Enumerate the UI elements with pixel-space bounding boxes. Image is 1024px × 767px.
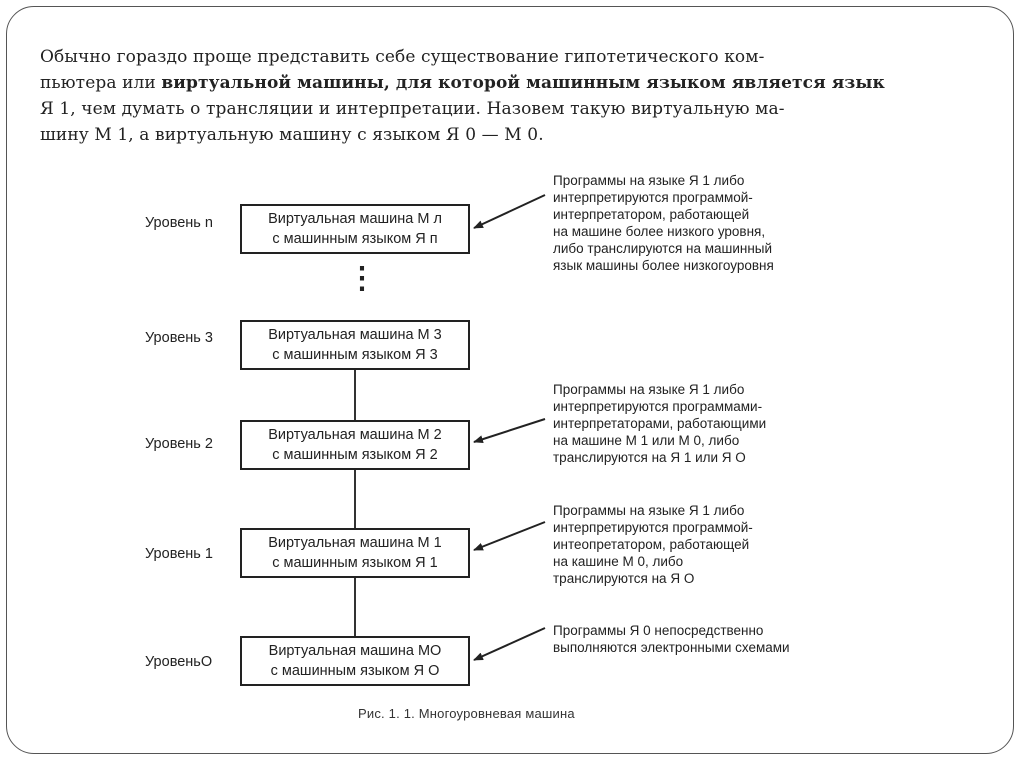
- note-level-0-line: Программы Я 0 непосредственно: [553, 623, 764, 638]
- vm-box-level-3-line1: Виртуальная машина М 3: [268, 327, 442, 343]
- paragraph-line-2-bold: виртуальной машины, для которой машинным языком является язык: [161, 73, 885, 93]
- note-level-1-line: интерпретируются программой-: [553, 520, 753, 535]
- level-label-3: Уровень 3: [145, 330, 213, 346]
- note-level-n-line: на машине более низкого уровня,: [553, 224, 766, 239]
- note-level-2: [553, 381, 853, 466]
- note-level-0-line: выполняются электронными схемами: [553, 640, 790, 655]
- note-level-2-line: на машине М 1 или М 0, либо: [553, 433, 740, 448]
- note-level-1-line: интеопретатором, работающей: [553, 537, 750, 552]
- figure-caption: Рис. 1. 1. Многоуровневая машина: [358, 706, 575, 721]
- note-level-1-line: на кашине М 0, либо: [553, 554, 684, 569]
- paragraph-line-2-start: пьютера или: [40, 73, 162, 93]
- vm-box-level-2: [240, 420, 470, 470]
- paragraph-line-4: шину М 1, а виртуальную машину с языком Я 0 — М 0.: [40, 125, 544, 145]
- note-level-n-line: интерпретируются программой-: [553, 190, 753, 205]
- vm-box-level-2-line1: Виртуальная машина М 2: [268, 427, 442, 443]
- vm-box-level-2-line2: с машинным языком Я 2: [272, 447, 438, 463]
- arrow-level-0: [474, 628, 545, 660]
- note-level-n-line: интерпретатором, работающей: [553, 207, 750, 222]
- vm-box-level-0-line1: Виртуальная машина МО: [268, 643, 442, 659]
- note-level-n-line: либо транслируются на машинный: [553, 241, 773, 256]
- note-level-n: [553, 172, 853, 274]
- level-label-2: Уровень 2: [145, 436, 213, 452]
- vm-box-level-1: [240, 528, 470, 578]
- note-level-0: [553, 622, 853, 656]
- vm-box-level-3: [240, 320, 470, 370]
- paragraph-line-1: Обычно гораздо проще представить себе существование гипотетического ком-: [40, 47, 765, 67]
- note-level-2-line: Программы на языке Я 1 либо: [553, 382, 745, 397]
- vm-box-level-n: [240, 204, 470, 254]
- note-level-n-line: Программы на языке Я 1 либо: [553, 173, 745, 188]
- note-level-1-line: Программы на языке Я 1 либо: [553, 503, 745, 518]
- vm-box-level-1-line2: с машинным языком Я 1: [272, 555, 438, 571]
- arrow-level-n: [474, 195, 545, 228]
- note-level-2-line: интерпретируются программами-: [553, 399, 763, 414]
- level-label-0: УровеньО: [145, 654, 213, 670]
- note-level-2-line: транслируются на Я 1 или Я О: [553, 450, 746, 465]
- paragraph-line-3: Я 1, чем думать о трансляции и интерпретации. Назовем такую виртуальную ма-: [40, 99, 785, 119]
- vm-box-level-3-line2: с машинным языком Я 3: [272, 347, 438, 363]
- note-level-2-line: интерпретаторами, работающими: [553, 416, 767, 431]
- level-label-n: Уровень n: [145, 215, 213, 231]
- vm-box-level-0: [240, 636, 470, 686]
- note-level-1: [553, 502, 853, 587]
- arrow-level-2: [474, 419, 545, 442]
- vm-box-level-n-line1: Виртуальная машина М л: [268, 211, 442, 227]
- vm-box-level-0-line2: с машинным языком Я О: [270, 663, 440, 679]
- levels-ellipsis: ⋮: [347, 262, 377, 295]
- level-label-1: Уровень 1: [145, 546, 213, 562]
- vm-box-level-n-line2: с машинным языком Я п: [272, 231, 438, 247]
- note-level-n-line: язык машины более низкогоуровня: [553, 258, 774, 273]
- note-level-1-line: транслируются на Я О: [553, 571, 695, 586]
- vm-box-level-1-line1: Виртуальная машина М 1: [268, 535, 442, 551]
- arrow-level-1: [474, 522, 545, 550]
